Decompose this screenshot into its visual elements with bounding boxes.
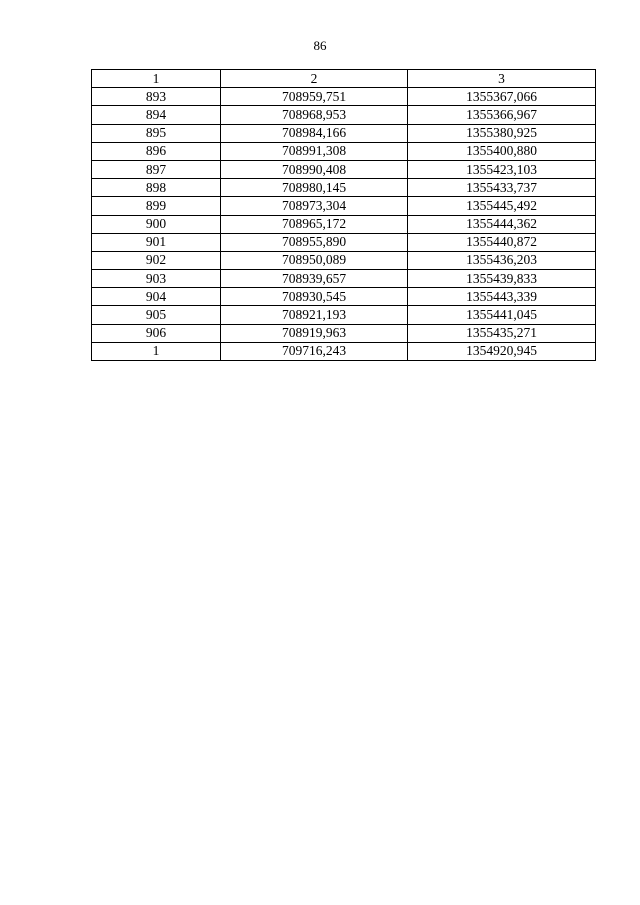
- point-number-cell: 895: [92, 124, 221, 142]
- x-coordinate-cell: 708980,145: [221, 179, 408, 197]
- y-coordinate-cell: 1355367,066: [408, 88, 596, 106]
- point-number-cell: 905: [92, 306, 221, 324]
- table-row: [92, 342, 596, 360]
- x-coordinate-cell: 708965,172: [221, 215, 408, 233]
- point-number-cell: 901: [92, 233, 221, 251]
- y-coordinate-cell: 1355440,872: [408, 233, 596, 251]
- table-row: [92, 288, 596, 306]
- table-header-row: [92, 70, 596, 88]
- point-number-cell: 896: [92, 142, 221, 160]
- point-number-cell: 898: [92, 179, 221, 197]
- point-number-cell: 902: [92, 251, 221, 269]
- y-coordinate-cell: 1355444,362: [408, 215, 596, 233]
- point-number-cell: 893: [92, 88, 221, 106]
- point-number-cell: 906: [92, 324, 221, 342]
- y-coordinate-cell: 1355436,203: [408, 251, 596, 269]
- point-number-cell: 899: [92, 197, 221, 215]
- point-number-cell: 903: [92, 270, 221, 288]
- point-number-cell: 904: [92, 288, 221, 306]
- table-row: [92, 124, 596, 142]
- table-row: [92, 106, 596, 124]
- y-coordinate-cell: 1355441,045: [408, 306, 596, 324]
- page-number: 86: [313, 38, 327, 53]
- x-coordinate-cell: 708930,545: [221, 288, 408, 306]
- table-row: [92, 251, 596, 269]
- y-coordinate-cell: 1355439,833: [408, 270, 596, 288]
- point-number-cell: 894: [92, 106, 221, 124]
- y-coordinate-cell: 1355380,925: [408, 124, 596, 142]
- x-coordinate-cell: 708939,657: [221, 270, 408, 288]
- x-coordinate-cell: 708959,751: [221, 88, 408, 106]
- y-coordinate-cell: 1355435,271: [408, 324, 596, 342]
- column-header-2: 2: [221, 70, 408, 88]
- y-coordinate-cell: 1355400,880: [408, 142, 596, 160]
- table-row: [92, 88, 596, 106]
- x-coordinate-cell: 708955,890: [221, 233, 408, 251]
- x-coordinate-cell: 708921,193: [221, 306, 408, 324]
- point-number-cell: 900: [92, 215, 221, 233]
- coordinates-table: [91, 69, 596, 361]
- table-body: [92, 88, 596, 361]
- x-coordinate-cell: 709716,243: [221, 342, 408, 360]
- x-coordinate-cell: 708950,089: [221, 251, 408, 269]
- point-number-cell: 897: [92, 160, 221, 178]
- x-coordinate-cell: 708990,408: [221, 160, 408, 178]
- table-row: [92, 197, 596, 215]
- y-coordinate-cell: 1355423,103: [408, 160, 596, 178]
- table-row: [92, 233, 596, 251]
- table-row: [92, 270, 596, 288]
- table-row: [92, 215, 596, 233]
- x-coordinate-cell: 708991,308: [221, 142, 408, 160]
- table-row: [92, 160, 596, 178]
- x-coordinate-cell: 708968,953: [221, 106, 408, 124]
- y-coordinate-cell: 1355443,339: [408, 288, 596, 306]
- table-row: [92, 142, 596, 160]
- table-row: [92, 306, 596, 324]
- x-coordinate-cell: 708919,963: [221, 324, 408, 342]
- y-coordinate-cell: 1354920,945: [408, 342, 596, 360]
- column-header-1: 1: [92, 70, 221, 88]
- x-coordinate-cell: 708984,166: [221, 124, 408, 142]
- column-header-3: 3: [408, 70, 596, 88]
- y-coordinate-cell: 1355445,492: [408, 197, 596, 215]
- y-coordinate-cell: 1355433,737: [408, 179, 596, 197]
- point-number-cell: 1: [92, 342, 221, 360]
- table-row: [92, 179, 596, 197]
- table-row: [92, 324, 596, 342]
- x-coordinate-cell: 708973,304: [221, 197, 408, 215]
- y-coordinate-cell: 1355366,967: [408, 106, 596, 124]
